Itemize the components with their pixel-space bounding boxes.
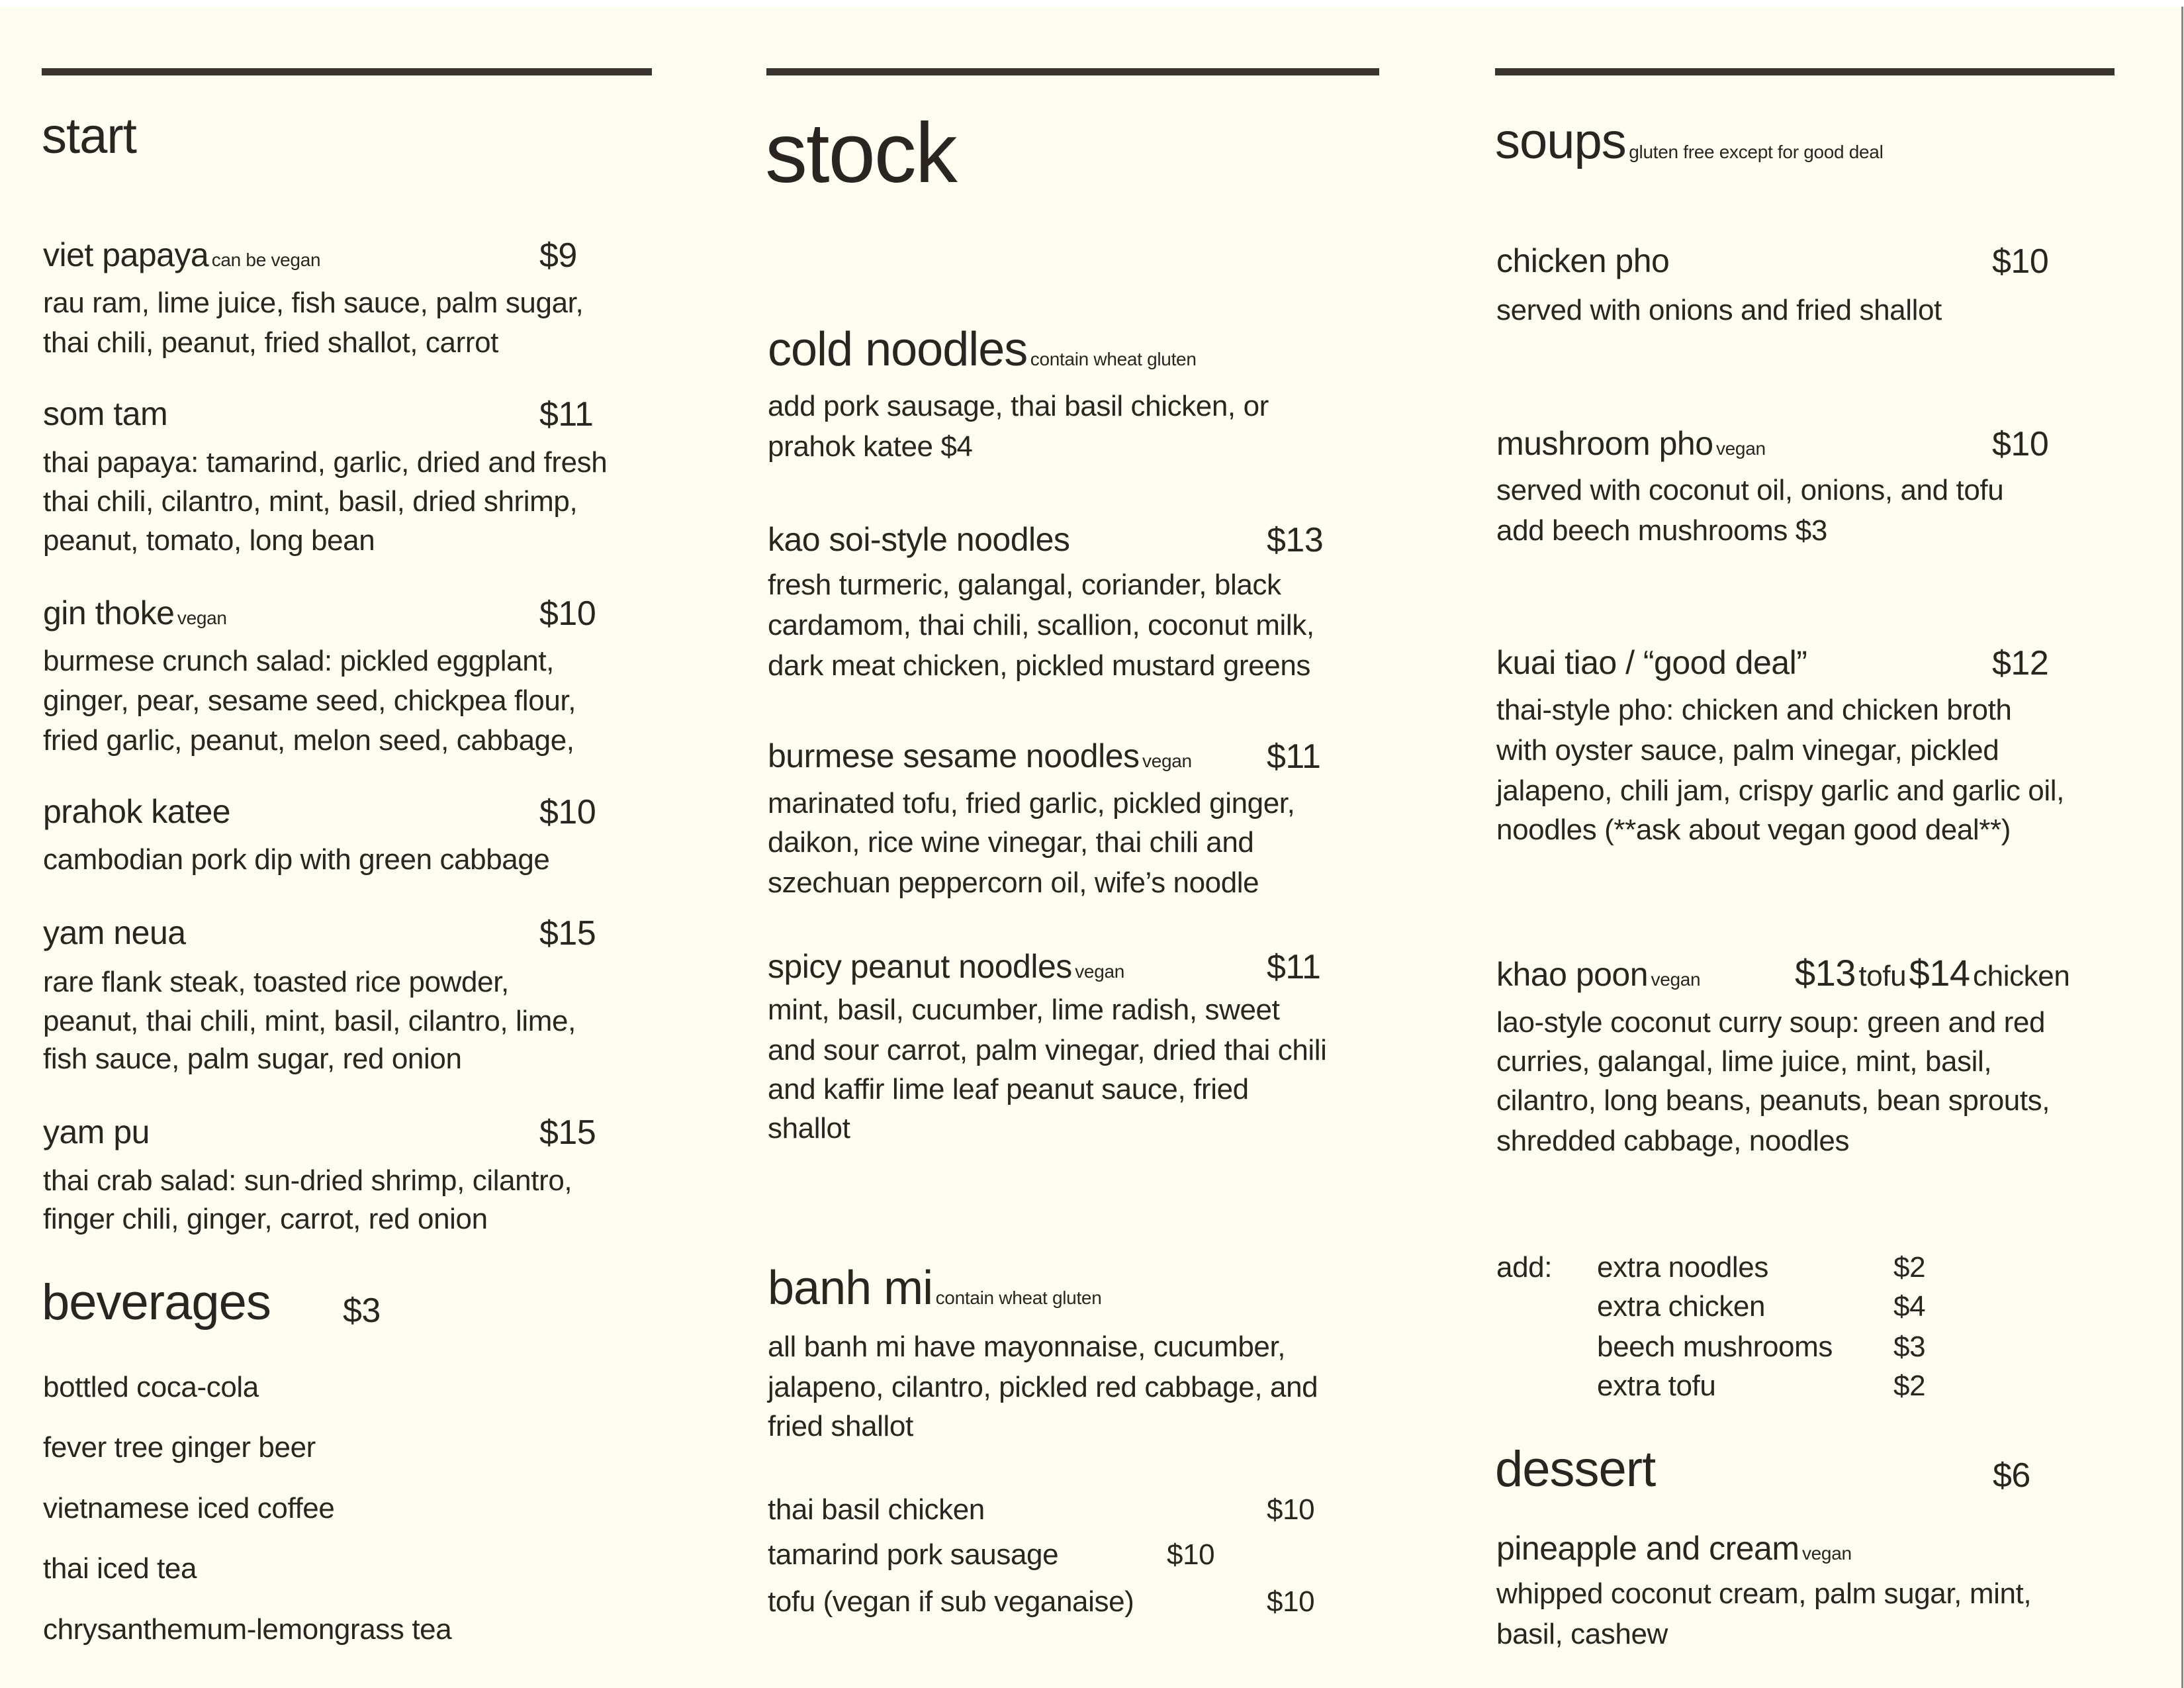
option-name: tofu (vegan if sub veganaise) [768,1585,1134,1618]
section-price: $3 [343,1291,381,1330]
item-name: kao soi-style noodles [768,521,1070,558]
subsection-desc-line: add pork sausage, thai basil chicken, or [768,390,1269,422]
item-name: yam pu [43,1113,150,1150]
item-desc-line: dark meat chicken, pickled mustard greens [768,649,1310,682]
item-desc-line: basil, cashew [1496,1618,1668,1650]
column-divider-rule-middle [766,68,1379,75]
item-desc-line: fried garlic, peanut, melon seed, cabbage, [43,724,574,757]
addons-label: add: [1496,1251,1553,1284]
item-desc-line: fresh turmeric, galangal, coriander, black [768,569,1281,601]
item-desc-line: burmese crunch salad: pickled eggplant, [43,645,554,677]
item-desc-line: daikon, rice wine vinegar, thai chili and [768,826,1254,859]
item-name: prahok katee [43,793,231,830]
beverage-item: fever tree ginger beer [43,1431,316,1464]
subsection-desc-line: prahok katee $4 [768,430,973,463]
section-title-dessert: dessert [1495,1441,1656,1497]
option-price: $10 [1267,1585,1315,1618]
item-desc-line: shredded cabbage, noodles [1496,1125,1850,1157]
item-desc-line: whipped coconut cream, palm sugar, mint, [1496,1577,2032,1610]
item-price: $15 [539,1113,596,1152]
section-title-beverages: beverages [42,1274,271,1331]
item-desc-line: rare flank steak, toasted rice powder, [43,966,509,998]
item-desc-line: peanut, tomato, long bean [43,524,375,557]
item-desc-line: peanut, thai chili, mint, basil, cilantro, lime, [43,1005,576,1037]
item-note: vegan [1142,751,1192,771]
section-title-start: start [42,108,136,164]
item-price: $9 [539,236,577,275]
item-desc-line: cambodian pork dip with green cabbage [43,843,550,876]
subsection-note: contain wheat gluten [935,1288,1102,1308]
item-desc-line: rau ram, lime juice, fish sauce, palm sugar, [43,287,584,319]
subsection-note: contain wheat gluten [1030,349,1197,369]
item-desc-line: add beech mushrooms $3 [1496,514,1827,547]
item-desc-line: szechuan peppercorn oil, wife’s noodle [768,867,1259,899]
item-desc-line: thai crab salad: sun-dried shrimp, cilantro, [43,1164,572,1197]
menu-page [0,7,2183,1688]
subsection-desc-line: fried shallot [768,1410,913,1442]
item-desc-line: fish sauce, palm sugar, red onion [43,1043,462,1075]
item-price: $11 [1267,948,1321,986]
item-name: pineapple and cream [1496,1530,1799,1567]
item-price: $10 [539,594,596,633]
item-name: spicy peanut noodles [768,948,1072,985]
addon-name: beech mushrooms [1597,1331,1833,1363]
item-price-label: chicken [1973,960,2070,992]
item-price: $13 [1267,521,1324,559]
item-name: kuai tiao / “good deal” [1496,644,1807,681]
section-title-soups: soups [1495,113,1626,169]
column-divider-rule-left [42,68,652,75]
beverage-item: chrysanthemum-lemongrass tea [43,1613,452,1646]
item-name: yam neua [43,914,186,951]
addon-price: $3 [1893,1331,1926,1363]
item-desc-line: lao-style coconut curry soup: green and red [1496,1006,2046,1039]
item-price-tofu: $13 [1795,952,1856,994]
item-price-label: tofu [1858,960,1907,992]
option-price: $10 [1267,1493,1315,1526]
item-price: $10 [539,793,596,831]
item-desc-line: marinated tofu, fried garlic, pickled ginger, [768,787,1295,820]
item-note: vegan [1075,961,1125,982]
item-desc-line: thai chili, cilantro, mint, basil, dried shrimp, [43,485,578,518]
item-desc-line: thai-style pho: chicken and chicken broth [1496,694,2012,726]
addon-price: $4 [1893,1290,1926,1323]
item-desc-line: noodles (**ask about vegan good deal**) [1496,814,2011,846]
addon-name: extra noodles [1597,1251,1768,1284]
beverage-item: vietnamese iced coffee [43,1492,335,1524]
item-desc-line: thai chili, peanut, fried shallot, carrot [43,326,498,359]
item-name: gin thoke [43,594,175,632]
item-desc-line: thai papaya: tamarind, garlic, dried and fresh [43,446,608,479]
item-price: $10 [1992,425,2049,463]
subsection-title: banh mi [768,1262,933,1315]
option-price: $10 [1167,1538,1215,1571]
item-name: chicken pho [1496,242,1670,279]
item-desc-line: cardamom, thai chili, scallion, coconut milk, [768,609,1314,641]
subsection-desc-line: all banh mi have mayonnaise, cucumber, [768,1331,1286,1363]
item-note: vegan [177,608,227,628]
option-name: thai basil chicken [768,1493,985,1526]
item-note: vegan [1651,969,1701,990]
item-price: $10 [1992,242,2049,281]
addon-name: extra chicken [1597,1290,1766,1323]
item-price-chicken: $14 [1909,952,1970,994]
item-desc-line: shallot [768,1112,850,1145]
item-desc-line: with oyster sauce, palm vinegar, pickled [1496,734,1999,767]
item-desc-line: cilantro, long beans, peanuts, bean sprouts, [1496,1084,2050,1117]
item-desc-line: and sour carrot, palm vinegar, dried thai chili [768,1034,1327,1066]
section-note: gluten free except for good deal [1629,142,1884,162]
beverage-item: thai iced tea [43,1552,197,1585]
item-note: can be vegan [211,250,321,270]
item-desc-line: jalapeno, chili jam, crispy garlic and garlic oil, [1496,774,2064,807]
section-title-stock: stock [765,106,956,201]
item-desc-line: mint, basil, cucumber, lime radish, sweet [768,994,1280,1026]
item-name: som tam [43,395,168,432]
item-desc-line: served with onions and fried shallot [1496,294,1942,326]
addon-price: $2 [1893,1251,1926,1284]
item-desc-line: ginger, pear, sesame seed, chickpea flour, [43,684,576,717]
item-price: $11 [1267,737,1321,776]
item-desc-line: and kaffir lime leaf peanut sauce, fried [768,1073,1249,1105]
column-divider-rule-right [1495,68,2115,75]
item-desc-line: curries, galangal, lime juice, mint, basil, [1496,1045,1992,1078]
item-price: $12 [1992,644,2049,682]
item-name: mushroom pho [1496,425,1713,462]
subsection-title: cold noodles [768,323,1028,376]
subsection-desc-line: jalapeno, cilantro, pickled red cabbage, and [768,1371,1318,1403]
item-name: burmese sesame noodles [768,737,1140,774]
item-name: viet papaya [43,236,209,273]
item-price: $11 [539,395,594,434]
item-note: vegan [1801,1543,1852,1564]
item-desc-line: served with coconut oil, onions, and tofu [1496,474,2004,506]
addon-price: $2 [1893,1370,1926,1402]
item-note: vegan [1715,438,1766,459]
option-name: tamarind pork sausage [768,1538,1059,1571]
item-desc-line: finger chili, ginger, carrot, red onion [43,1203,488,1235]
item-name: khao poon [1496,956,1649,993]
beverage-item: bottled coca-cola [43,1371,259,1403]
addon-name: extra tofu [1597,1370,1716,1402]
section-price: $6 [1993,1456,2030,1495]
item-price: $15 [539,914,596,953]
